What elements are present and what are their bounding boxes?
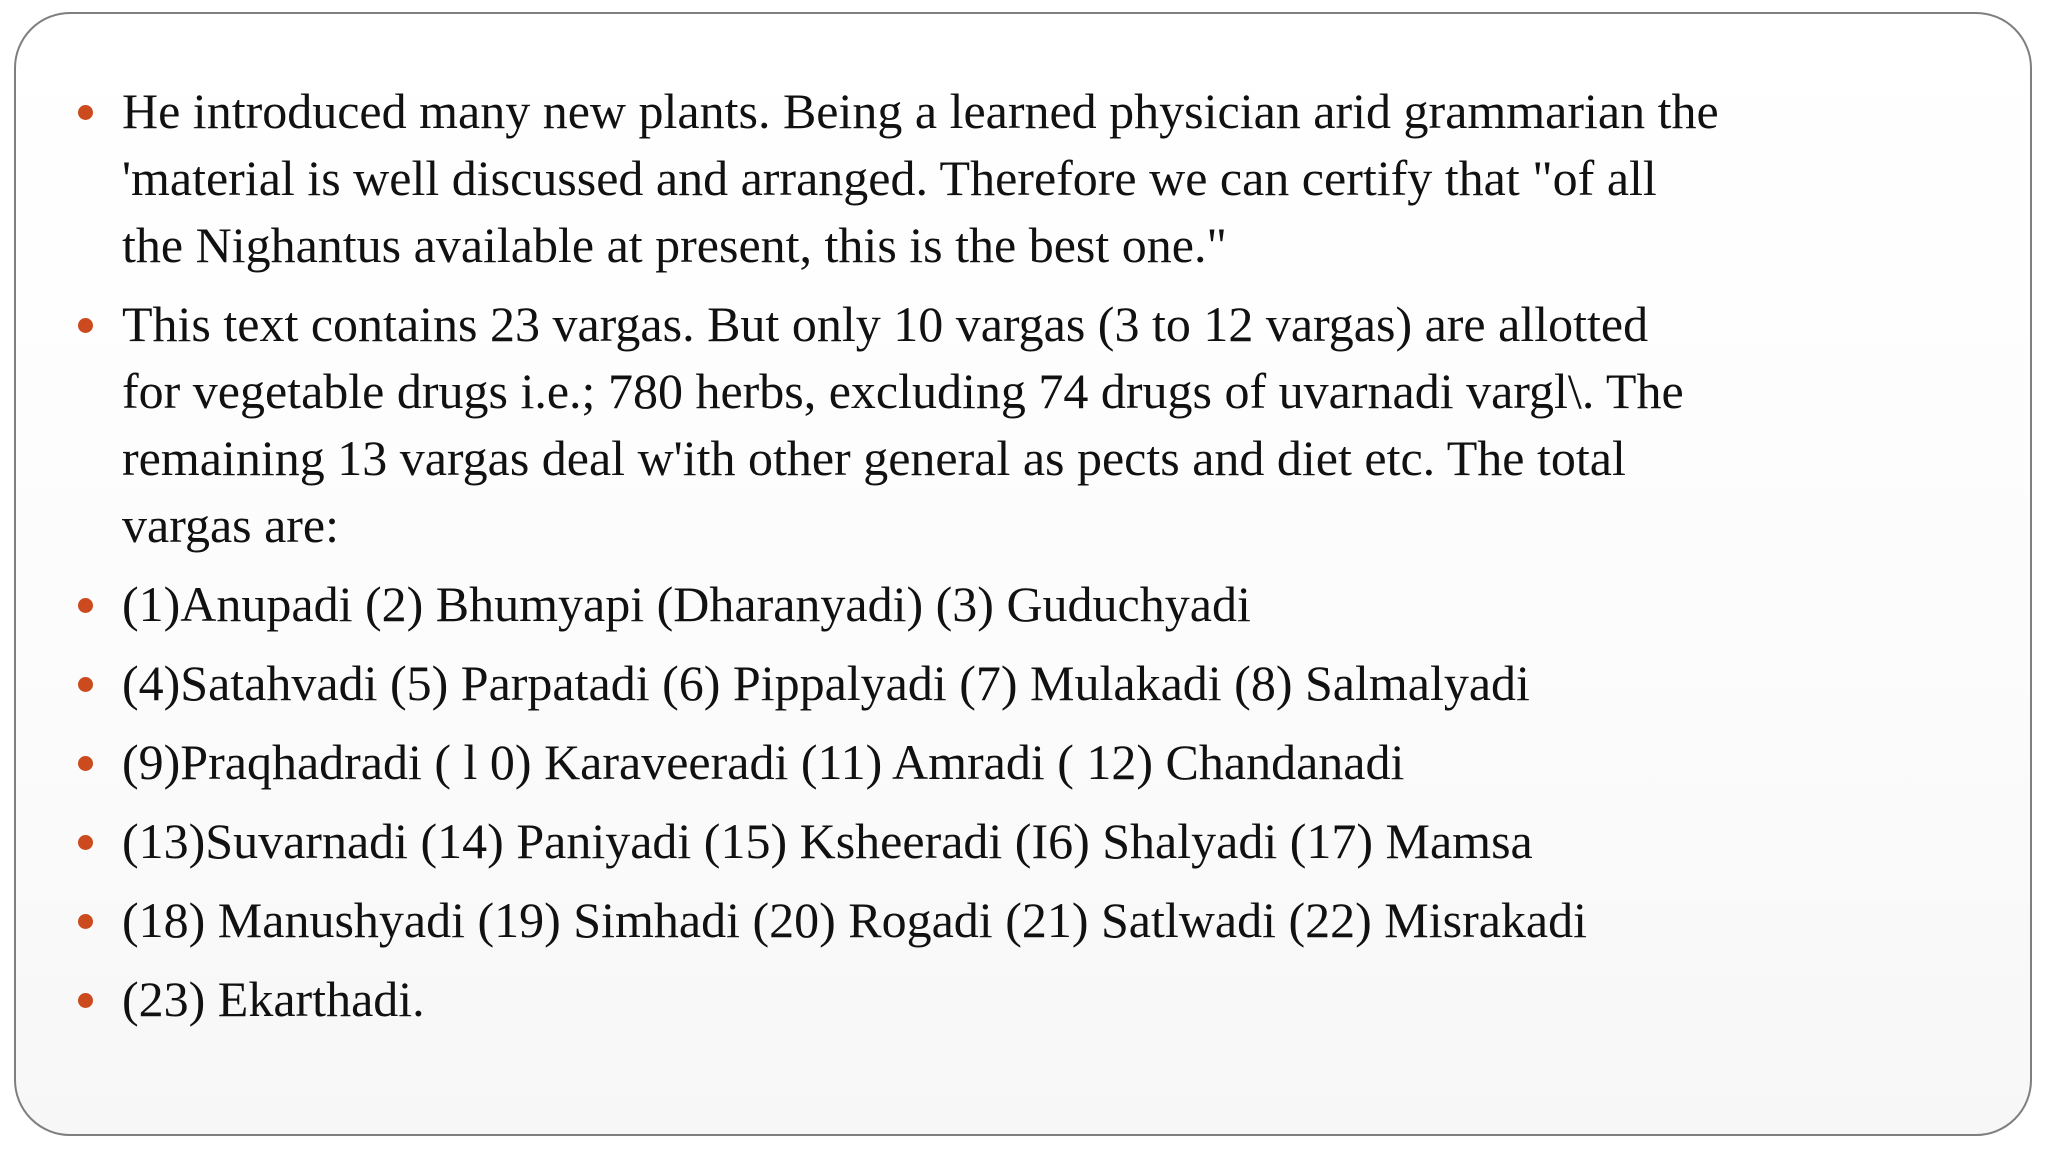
bullet-text-line: the Nighantus available at present, this is the best one." [122, 217, 1227, 273]
bullet-dot-icon [78, 677, 93, 692]
bullet-text-line: 'material is well discussed and arranged. Therefore we can certify that "of all [122, 150, 1657, 206]
bullet-dot-icon [78, 835, 93, 850]
bullet-text [122, 808, 1982, 875]
bullet-dot-icon [78, 756, 93, 771]
bullet-text [122, 966, 1982, 1033]
bullet-item [78, 650, 1958, 717]
bullet-item [78, 808, 1958, 875]
bullet-dot-icon [78, 598, 93, 613]
bullet-dot-icon [78, 914, 93, 929]
bullet-text-line: (23) Ekarthadi. [122, 971, 425, 1027]
bullet-item [78, 966, 1958, 1033]
bullet-text-line: This text contains 23 vargas. But only 10 vargas (3 to 12 vargas) are allotted [122, 296, 1649, 352]
bullet-text [122, 78, 1982, 279]
bullet-text-line: remaining 13 vargas deal w'ith other general as pects and diet etc. The total [122, 430, 1626, 486]
bullet-text [122, 650, 1982, 717]
bullet-item [78, 571, 1958, 638]
bullet-item [78, 729, 1958, 796]
bullet-text [122, 291, 1982, 559]
bullet-text-line: for vegetable drugs i.e.; 780 herbs, excluding 74 drugs of uvarnadi vargl\. The [122, 363, 1684, 419]
bullet-text-line: vargas are: [122, 497, 340, 553]
bullet-dot-icon [78, 318, 93, 333]
bullet-text [122, 729, 1982, 796]
bullet-text [122, 571, 1982, 638]
bullet-list [78, 78, 1958, 1045]
bullet-text-line: (9)Praqhadradi ( l 0) Karaveeradi (11) Amradi ( 12) Chandanadi [122, 734, 1405, 790]
bullet-item [78, 78, 1958, 279]
bullet-text-line: (4)Satahvadi (5) Parpatadi (6) Pippalyadi (7) Mulakadi (8) Salmalyadi [122, 655, 1530, 711]
bullet-dot-icon [78, 993, 93, 1008]
bullet-text-line: (18) Manushyadi (19) Simhadi (20) Rogadi (21) Satlwadi (22) Misrakadi [122, 892, 1588, 948]
bullet-item [78, 887, 1958, 954]
bullet-text-line: (13)Suvarnadi (14) Paniyadi (15) Ksheeradi (I6) Shalyadi (17) Mamsa [122, 813, 1533, 869]
bullet-item [78, 291, 1958, 559]
bullet-text [122, 887, 1982, 954]
bullet-text-line: (1)Anupadi (2) Bhumyapi (Dharanyadi) (3) Guduchyadi [122, 576, 1251, 632]
bullet-text-line: He introduced many new plants. Being a learned physician arid grammarian the [122, 83, 1719, 139]
bullet-dot-icon [78, 105, 93, 120]
